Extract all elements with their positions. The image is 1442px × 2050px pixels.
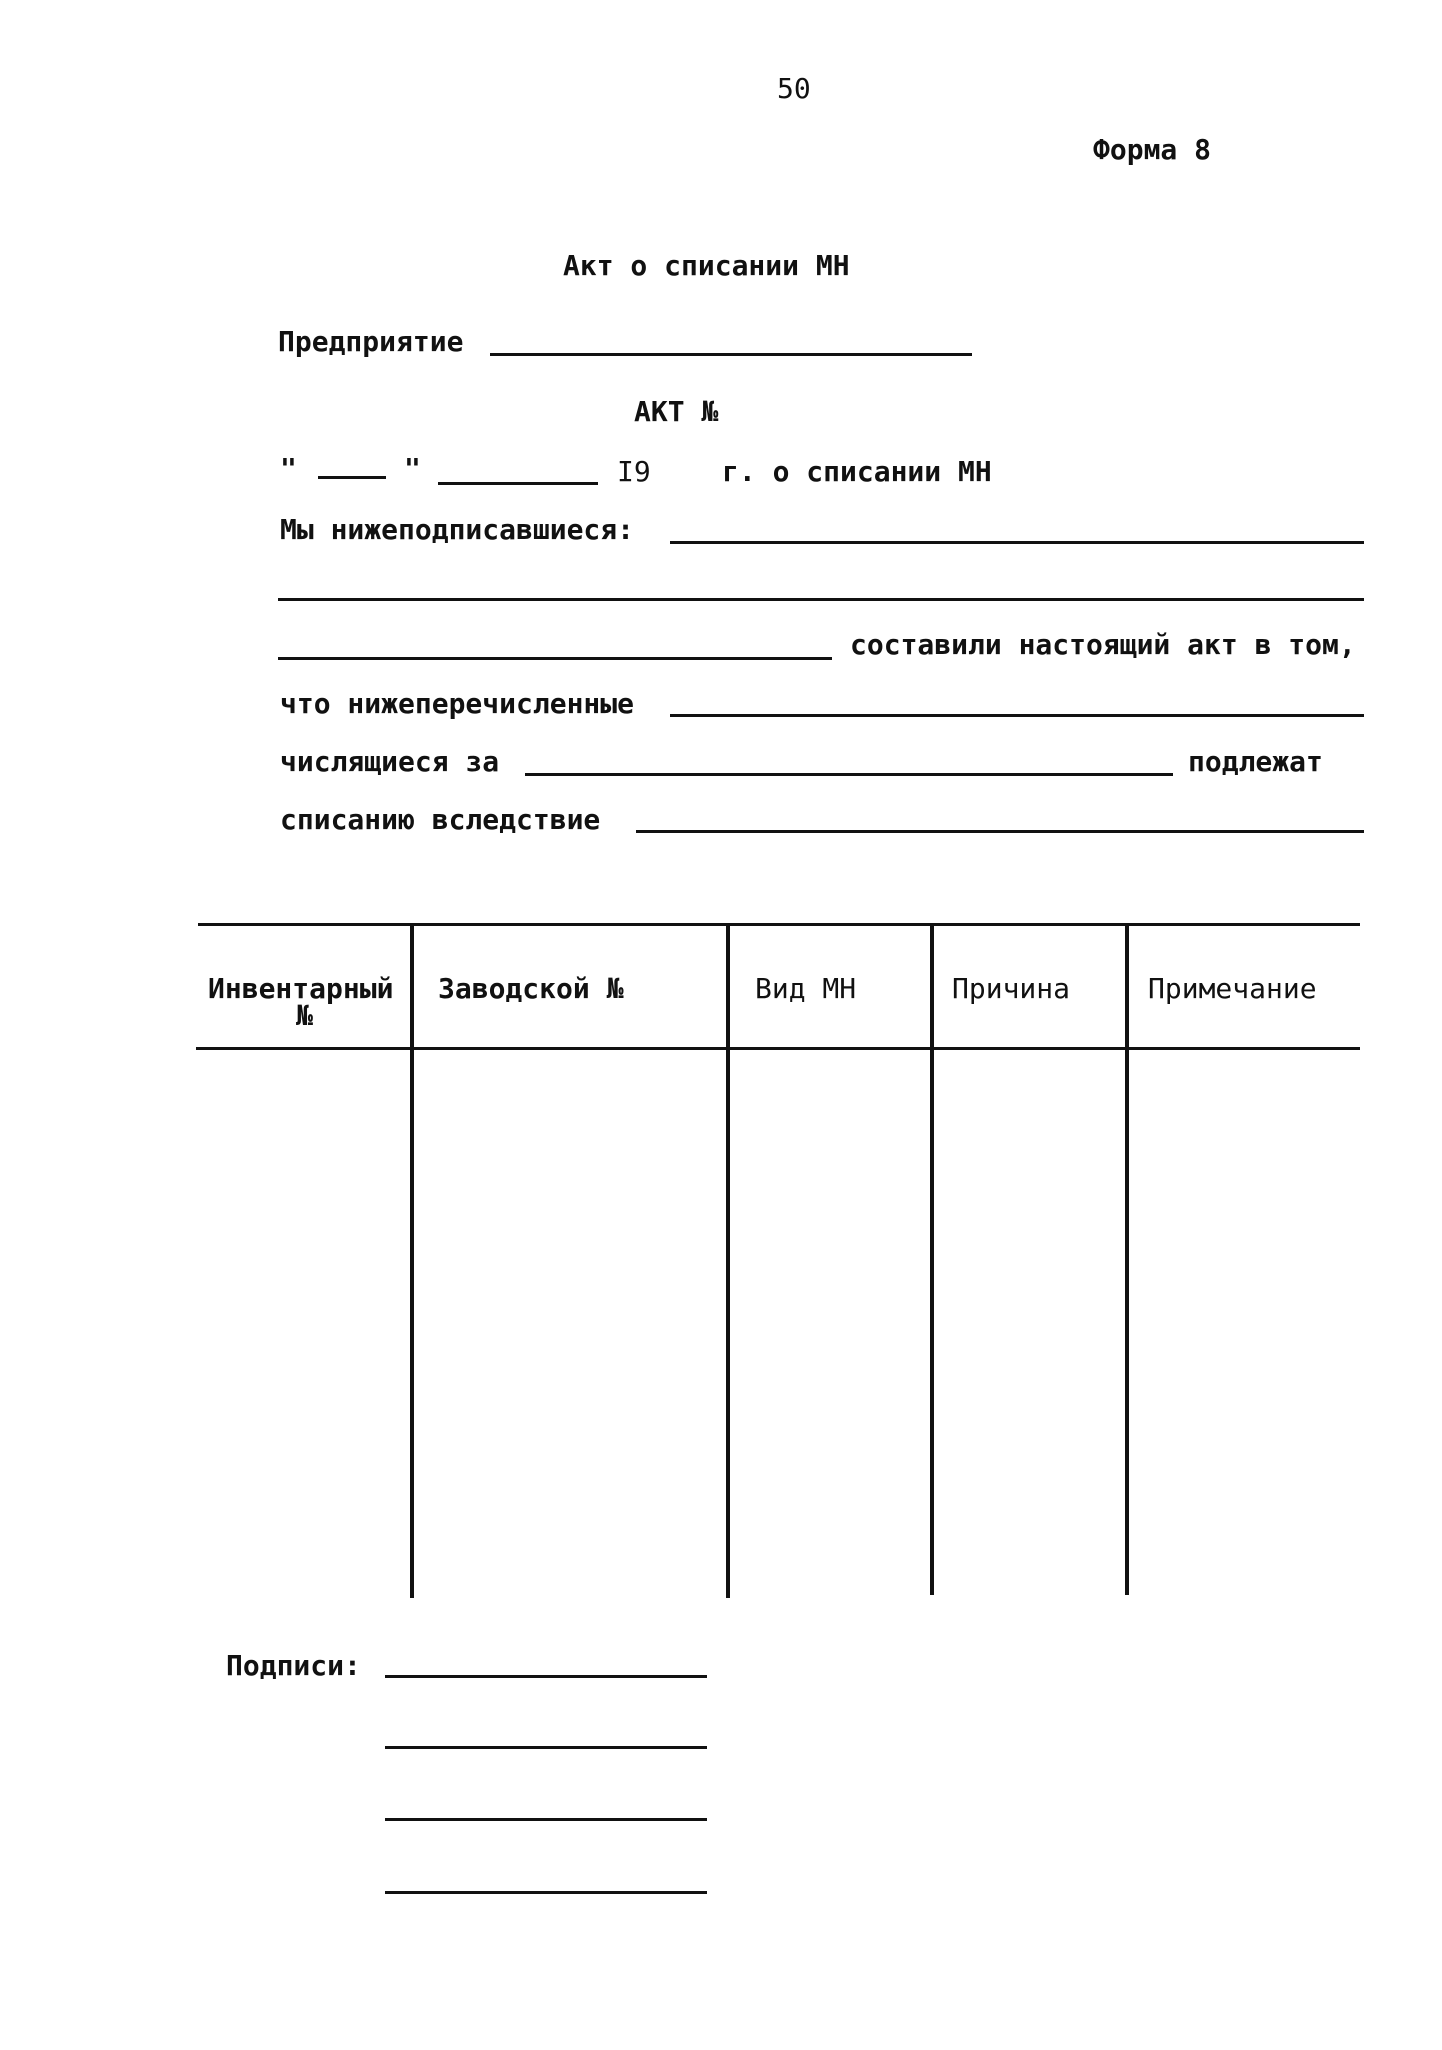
column-header-factory-number: Заводской № [438, 972, 624, 1005]
undersigned-line-1[interactable] [670, 541, 1364, 544]
column-header-type: Вид МН [755, 972, 857, 1005]
year-suffix-text: г. о списании МН [722, 455, 992, 488]
listed-at-line[interactable] [525, 773, 1173, 776]
signatures-label: Подписи: [226, 1649, 361, 1682]
signature-line-4[interactable] [385, 1891, 707, 1894]
writeoff-label: списанию вследствие [280, 803, 601, 836]
undersigned-line-2[interactable] [278, 598, 1364, 601]
column-header-inventory-label: Инвентарный [208, 972, 394, 1005]
table-top-border [198, 923, 1360, 926]
column-header-reason: Причина [952, 972, 1071, 1005]
column-header-inventory [208, 972, 394, 1032]
date-quote-open: " [280, 452, 297, 485]
column-divider-4 [1125, 925, 1129, 1595]
form-label: Форма 8 [1093, 133, 1212, 166]
signature-line-2[interactable] [385, 1746, 707, 1749]
page-number: 50 [777, 72, 811, 105]
listed-at-label: числящиеся за [280, 745, 500, 778]
year-prefix: I9 [617, 455, 651, 488]
writeoff-line[interactable] [636, 830, 1364, 833]
enterprise-field-line[interactable] [490, 353, 972, 356]
listed-label: что нижеперечисленные [280, 687, 635, 720]
act-number-label: АКТ № [634, 395, 719, 428]
table-header-bottom-border [196, 1047, 1360, 1050]
signature-line-1[interactable] [385, 1675, 707, 1678]
document-title: Акт о списании МН [563, 249, 850, 282]
compiled-text: составили настоящий акт в том, [850, 628, 1356, 661]
date-quote-close: " [404, 452, 421, 485]
signature-line-3[interactable] [385, 1818, 707, 1821]
undersigned-line-3[interactable] [278, 657, 832, 660]
date-month-line[interactable] [438, 482, 598, 485]
subject-label: подлежат [1188, 745, 1323, 778]
enterprise-label: Предприятие [278, 325, 464, 358]
column-divider-1 [410, 925, 414, 1598]
column-divider-3 [930, 925, 934, 1595]
undersigned-label: Мы нижеподписавшиеся: [280, 513, 635, 546]
column-header-inventory-number: № [296, 999, 313, 1032]
listed-line[interactable] [670, 714, 1364, 717]
column-divider-2 [726, 925, 730, 1598]
date-day-line[interactable] [318, 476, 386, 479]
column-header-note: Примечание [1148, 972, 1317, 1005]
